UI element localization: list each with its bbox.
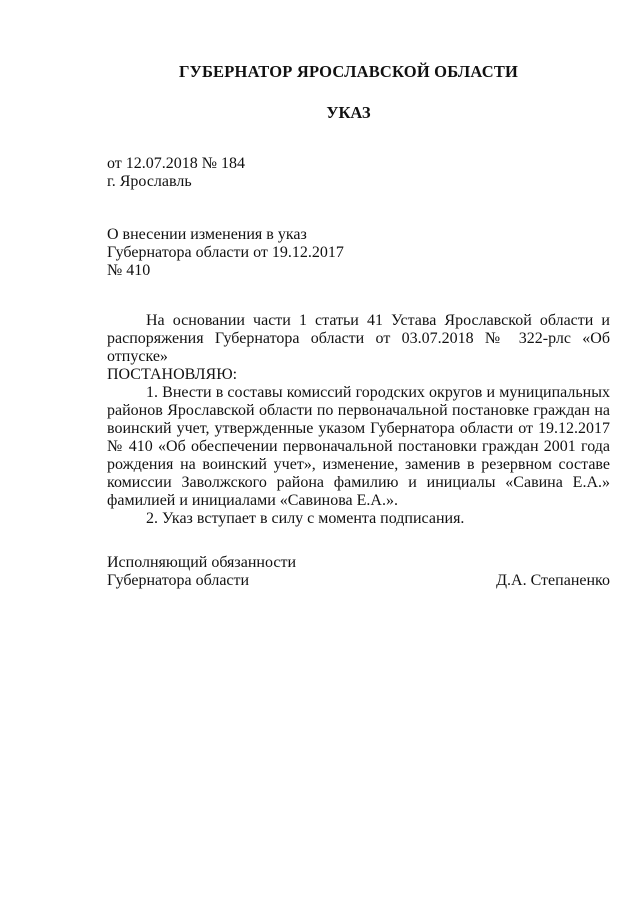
- signatory-position-line1: Исполняющий обязанности: [107, 554, 297, 571]
- document-type-title: УКАЗ: [326, 103, 371, 122]
- resolve-heading: ПОСТАНОВЛЯЮ:: [107, 366, 238, 383]
- document-meta: [107, 155, 610, 191]
- signature-row: [107, 572, 610, 590]
- subject-line: О внесении изменения в указ: [107, 226, 307, 243]
- document-subject: [107, 226, 610, 280]
- date-number: от 12.07.2018 № 184: [107, 155, 246, 172]
- signatory-position-line2: Губернатора области: [107, 572, 250, 589]
- subject-line: № 410: [107, 262, 151, 279]
- subject-line: Губернатора области от 19.12.2017: [107, 244, 344, 261]
- preamble-paragraph: На основании части 1 статьи 41 Устава Ярославской области и распоряжения Губернатора области от 03.07.2018 № 322-рлс «Об отпуске»: [107, 312, 610, 365]
- item-1-paragraph: 1. Внести в составы комиссий городских округов и муниципальных районов Ярославской области по первоначальной постановке граждан на воинский учет, утвержденные указом Губернатора области от 19.12.2017 № 410 «Об обеспечении первоначальной постановки граждан 2001 года рождения на воинский учет», изменение, заменив в резервном составе комиссии Заволжского района фамилию и инициалы «Савина Е.А.» фамилией и инициалами «Савинова Е.А.».: [107, 384, 610, 509]
- document-header-title: ГУБЕРНАТОР ЯРОСЛАВСКОЙ ОБЛАСТИ: [178, 62, 519, 81]
- item-2-paragraph: 2. Указ вступает в силу с момента подписания.: [146, 510, 465, 527]
- signature-block: [107, 554, 610, 590]
- signatory-name: Д.А. Степаненко: [496, 572, 610, 589]
- city: г. Ярославль: [107, 173, 192, 190]
- document-body: [107, 312, 610, 528]
